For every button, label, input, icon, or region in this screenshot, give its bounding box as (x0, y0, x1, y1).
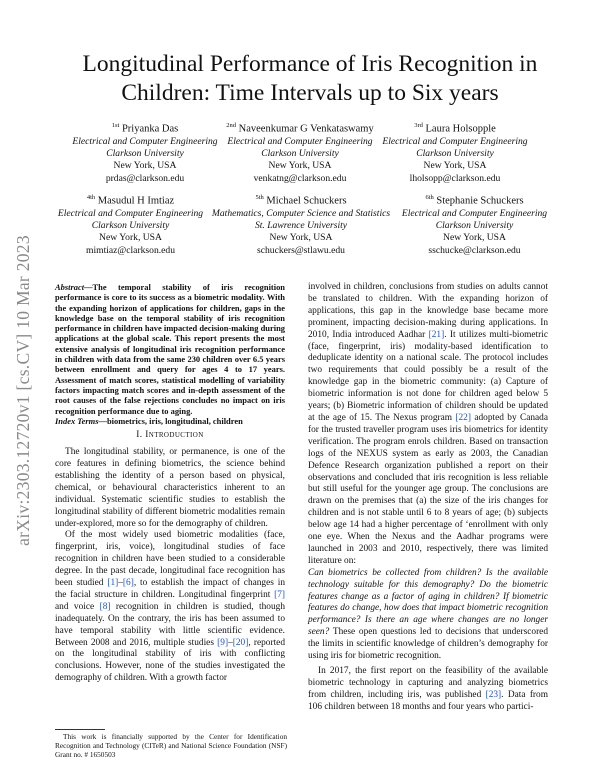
author-affiliation: Electrical and Computer Engineering (227, 135, 373, 147)
author-location: New York, USA (268, 160, 332, 172)
author-block-4 (48, 192, 213, 257)
author-ordinal-suffix: rd (417, 122, 423, 129)
author-ordinal: 4 (86, 194, 91, 201)
arxiv-watermark (8, 190, 38, 590)
footnote-divider (55, 729, 105, 730)
author-affiliation: Electrical and Computer Engineering (57, 207, 204, 219)
author-ordinal: 6 (425, 194, 429, 201)
author-ordinal-suffix: th (258, 194, 264, 201)
author-email[interactable]: sschucke@clarkson.edu (428, 244, 521, 256)
author-email[interactable]: mimtiaz@clarkson.edu (85, 244, 176, 256)
paragraph-text: In 2017, the first report on the feasibility of the available biometric technology in capturing and analyzing biometrics from children, including iris, was published (308, 666, 548, 700)
paragraph-text: adopted by Canada for the trusted traveller program uses iris biometrics for identity verification. The program enrols children. Based on transaction logs of the NEXUS system as early as 2003, the Canadian Defence Research organization published a report on their observations and concluded that iris recognition is less reliable but still useful for the younger age group. The conclusions are drawn on the premises that (a) the size of the iris changes for children and is not stable until 6 to 8 years of age; (b) subjects below age 14 had a higher percentage of ‘enrollment with only one eye. When the Nexus and the Aadhar programs were launched in 2003 and 2010, respectively, there was limited literature on: (308, 412, 548, 566)
abstract-text: —The temporal stability of iris recognition performance is core to its success as a biometric modality. With the expanding horizon of applications for children, gaps in the knowledge base on the temporal stability of iris recognition performance in children have impacted decision-making during applications at the global scale. This report presents the most extensive analysis of longitudinal iris recognition performance in children with data from the same 230 children over 6.5 years between enrollment and query for ages 4 to 17 years. Assessment of match scores, statistical modelling of variability factors impacting match scores and in-depth assessment of the root causes of the false rejections concludes no impact on iris recognition performance due to aging. (55, 282, 285, 416)
intro-paragraph-3 (308, 666, 548, 714)
abstract-lead: Abstract (55, 282, 85, 292)
citation-link[interactable]: [23] (485, 689, 502, 700)
author-email[interactable]: venkatng@clarkson.edu (253, 172, 347, 184)
citation-link[interactable]: [20] (232, 637, 249, 648)
paragraph-text: involved in children, conclusions from studies on adults cannot be translated to children. With the expanding horizon of applications, this gap in the knowledge base became more prominent, impacting decision-making during applications. In 2010, India introduced Aadhar (308, 282, 548, 340)
funding-footnote: This work is financially supported by the Center for Identification Recognition and Technology (CITeR) and National Science Foundation (NSF) Grant no. # 1650503 (55, 732, 287, 759)
author-email[interactable]: schuckers@stlawu.edu (257, 244, 345, 256)
author-institution: Clarkson University (416, 148, 494, 160)
intro-paragraph-2-continued (308, 282, 548, 568)
author-block-6 (392, 192, 557, 257)
section-heading: I. Introduction (136, 430, 204, 441)
citation-link[interactable]: [6] (122, 578, 134, 589)
author-name: Priyanka Das (121, 123, 179, 135)
arxiv-id[interactable]: arXiv:2303.12720v1 [cs.CV] 10 Mar 2023 (12, 234, 33, 546)
author-email[interactable]: lholsopp@clarkson.edu (409, 172, 501, 184)
author-block-3 (370, 120, 540, 185)
author-name: Michael Schuckers (266, 195, 347, 207)
author-name: Stephanie Schuckers (436, 195, 524, 207)
paragraph-text: and voice (55, 601, 100, 612)
index-terms-lead: Index Terms (55, 415, 99, 426)
right-column (308, 282, 548, 714)
author-ordinal: 3 (414, 122, 418, 129)
author-location: New York, USA (423, 160, 487, 172)
citation-link[interactable]: [1] (107, 578, 119, 589)
paragraph-text: . Data from 106 children between 18 months and four years who partici- (308, 689, 548, 712)
author-institution: St. Lawrence University (254, 220, 348, 232)
citation-link[interactable]: [9] (217, 637, 229, 648)
paragraph-text: – (228, 637, 233, 648)
author-name: Masudul H Imtiaz (97, 195, 175, 207)
open-questions: Can biometrics be collected from children? Is the available technology suitable for this demography? Do the biometric features change as a factor of aging in children? If biometric features do change, how does that impact biometric recognition performance? Is there an age where changes are no longer seen? (308, 567, 548, 638)
author-ordinal: 5 (255, 194, 259, 201)
citation-link[interactable]: [7] (274, 589, 285, 600)
index-terms-text: —biometrics, iris, longitudinal, children (98, 415, 243, 426)
author-name: Naveenkumar G Venkataswamy (238, 123, 374, 135)
paragraph-text: – (118, 578, 123, 589)
author-ordinal-suffix: th (90, 194, 96, 201)
paper-title (50, 50, 570, 108)
citation-link[interactable]: [22] (455, 412, 471, 423)
author-email[interactable]: prdas@clarkson.edu (105, 172, 185, 184)
citation-link[interactable]: [8] (99, 601, 111, 612)
author-name: Laura Holsopple (425, 123, 496, 135)
abstract (55, 282, 285, 416)
paragraph-text: recognition in children is studied, though inadequately. On the contrary, the iris has been assumed to have temporal stability with little scientific evidence. Between 2008 and 2016, multiple studies (55, 601, 285, 648)
author-ordinal-suffix: th (428, 194, 434, 201)
author-affiliation: Mathematics, Computer Science and Statistics (211, 207, 391, 219)
title-line-1: Longitudinal Performance of Iris Recognition in (82, 51, 538, 77)
author-block-1 (60, 120, 230, 185)
author-ordinal-suffix: nd (229, 122, 236, 129)
paragraph-text: , reported on the longitudinal stability of iris with conflicting conclusions. However, none of the studies investigated the demography of children. With a growth factor (55, 637, 285, 684)
author-ordinal-suffix: st (115, 122, 120, 129)
author-location: New York, USA (113, 160, 177, 172)
paragraph-text: These open questions led to decisions that underscored the limits in scientific knowledge of children’s demography for using iris for biometric recognition. (308, 627, 548, 662)
intro-paragraph-2 (55, 530, 285, 685)
citation-link[interactable]: [21] (428, 329, 445, 340)
paragraph-text: , to establish the impact of changes in the facial structure in children. Longitudinal fingerprint (55, 578, 286, 600)
index-terms (55, 416, 285, 426)
left-column (55, 282, 285, 685)
author-institution: Clarkson University (261, 148, 339, 160)
author-location: New York, USA (99, 232, 162, 244)
open-questions-paragraph (308, 568, 548, 663)
author-block-2 (215, 120, 385, 185)
author-affiliation: Electrical and Computer Engineering (382, 135, 528, 147)
author-block-5 (208, 192, 394, 257)
intro-paragraph-1: The longitudinal stability, or permanence, is one of the core features in defining biometrics, the science behind establishing the identity of a person based on physical, chemical, or behavioural characteristics inherent to an individual. Systematic scientific studies to establish the longitudinal stability of different biometric modalities remain under-explored, more so for the demography of children. (55, 447, 285, 529)
author-location: New York, USA (443, 232, 506, 244)
author-affiliation: Electrical and Computer Engineering (401, 207, 548, 219)
author-institution: Clarkson University (91, 220, 170, 232)
author-affiliation: Electrical and Computer Engineering (72, 135, 218, 147)
author-ordinal: 2 (226, 122, 230, 129)
author-ordinal: 1 (111, 122, 115, 129)
author-institution: Clarkson University (435, 220, 514, 232)
title-line-2: Children: Time Intervals up to Six years (121, 80, 499, 106)
author-location: New York, USA (269, 232, 333, 244)
author-institution: Clarkson University (106, 148, 184, 160)
paragraph-text: Of the most widely used biometric modalities (face, fingerprint, iris, voice), longitudinal studies of face recognition in children have been studied to a considerable degree. In the past decade, longitudinal face recognition has been studied (55, 530, 285, 589)
paragraph-text: . It utilizes multi-biometric (face, fingerprint, iris) modality-based identification to deduplicate identity on a national scale. The protocol includes two requirements that could possibly be a result of the knowledge gap in the biometric community: (a) Capture of biometric information is not done for children aged below 5 years; (b) Biometric information of children should be updated at the age of 15. The Nexus program (308, 329, 548, 423)
